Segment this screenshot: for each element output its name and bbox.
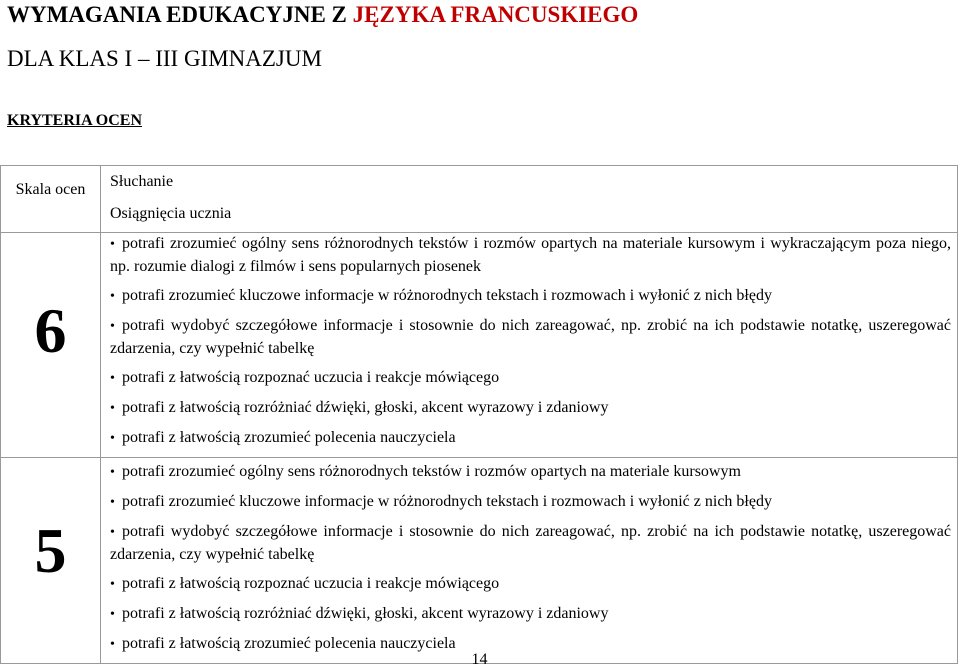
list-item: • potrafi z łatwością rozróżniać dźwięki, głoski, akcent wyrazowy i zdaniowy [110,603,951,626]
page-number: 14 [471,651,488,668]
list-item: • potrafi wydobyć szczegółowe informacje i stosownie do nich zareagować, np. zrobić na ich podstawie notatkę, uszeregować zdarzenia, czy wypełnić tabelkę [110,521,951,566]
title-part-2: JĘZYKA FRANCUSKIEGO [352,2,639,27]
list-item: • potrafi zrozumieć kluczowe informacje w różnorodnych tekstach i rozmowach i wyłonić z nich błędy [110,491,951,514]
document-subtitle: DLA KLAS I – III GIMNAZJUM [7,46,322,71]
document-title [7,2,638,28]
list-item: • potrafi z łatwością zrozumieć polecenia nauczyciela [110,427,951,450]
grade-cell [1,458,101,664]
list-item: • potrafi z łatwością rozróżniać dźwięki, głoski, akcent wyrazowy i zdaniowy [110,397,951,420]
grade-number: 6 [34,295,67,366]
requirements-list [101,233,957,450]
table-header-row [1,166,958,233]
title-part-1: WYMAGANIA EDUKACYJNE Z [7,2,353,27]
list-item: • potrafi z łatwością rozpoznać uczucia i reakcje mówiącego [110,573,951,596]
grade-description-cell [101,233,958,458]
list-item: • potrafi zrozumieć kluczowe informacje w różnorodnych tekstach i rozmowach i wyłonić z nich błędy [110,285,951,308]
list-item: • potrafi zrozumieć ogólny sens różnorodnych tekstów i rozmów opartych na materiale kursowym i wykraczającym poza niego, np. rozumie dialogi z filmów i sens popularnych piosenek [110,233,951,278]
table-row [1,233,958,458]
list-item: • potrafi z łatwością zrozumieć polecenia nauczyciela [110,633,951,656]
grading-table [0,165,958,664]
requirements-list [101,458,957,656]
scale-header: Skala ocen [15,181,86,198]
grade-cell [1,233,101,458]
criteria-heading: KRYTERIA OCEN [7,112,143,129]
list-item: • potrafi wydobyć szczegółowe informacje i stosownie do nich zareagować, np. zrobić na ich podstawie notatkę, uszeregować zdarzenia, czy wypełnić tabelkę [110,315,951,360]
grade-number: 5 [34,515,67,586]
scale-header-cell [1,166,101,233]
table-row [1,458,958,664]
list-item: • potrafi zrozumieć ogólny sens różnorodnych tekstów i rozmów opartych na materiale kursowym [110,461,951,484]
list-item: • potrafi z łatwością rozpoznać uczucia i reakcje mówiącego [110,367,951,390]
grade-description-cell [101,458,958,664]
skill-header: Słuchanie [110,173,174,190]
description-header-cell [101,166,958,233]
achievements-header: Osiągnięcia ucznia [110,205,232,222]
